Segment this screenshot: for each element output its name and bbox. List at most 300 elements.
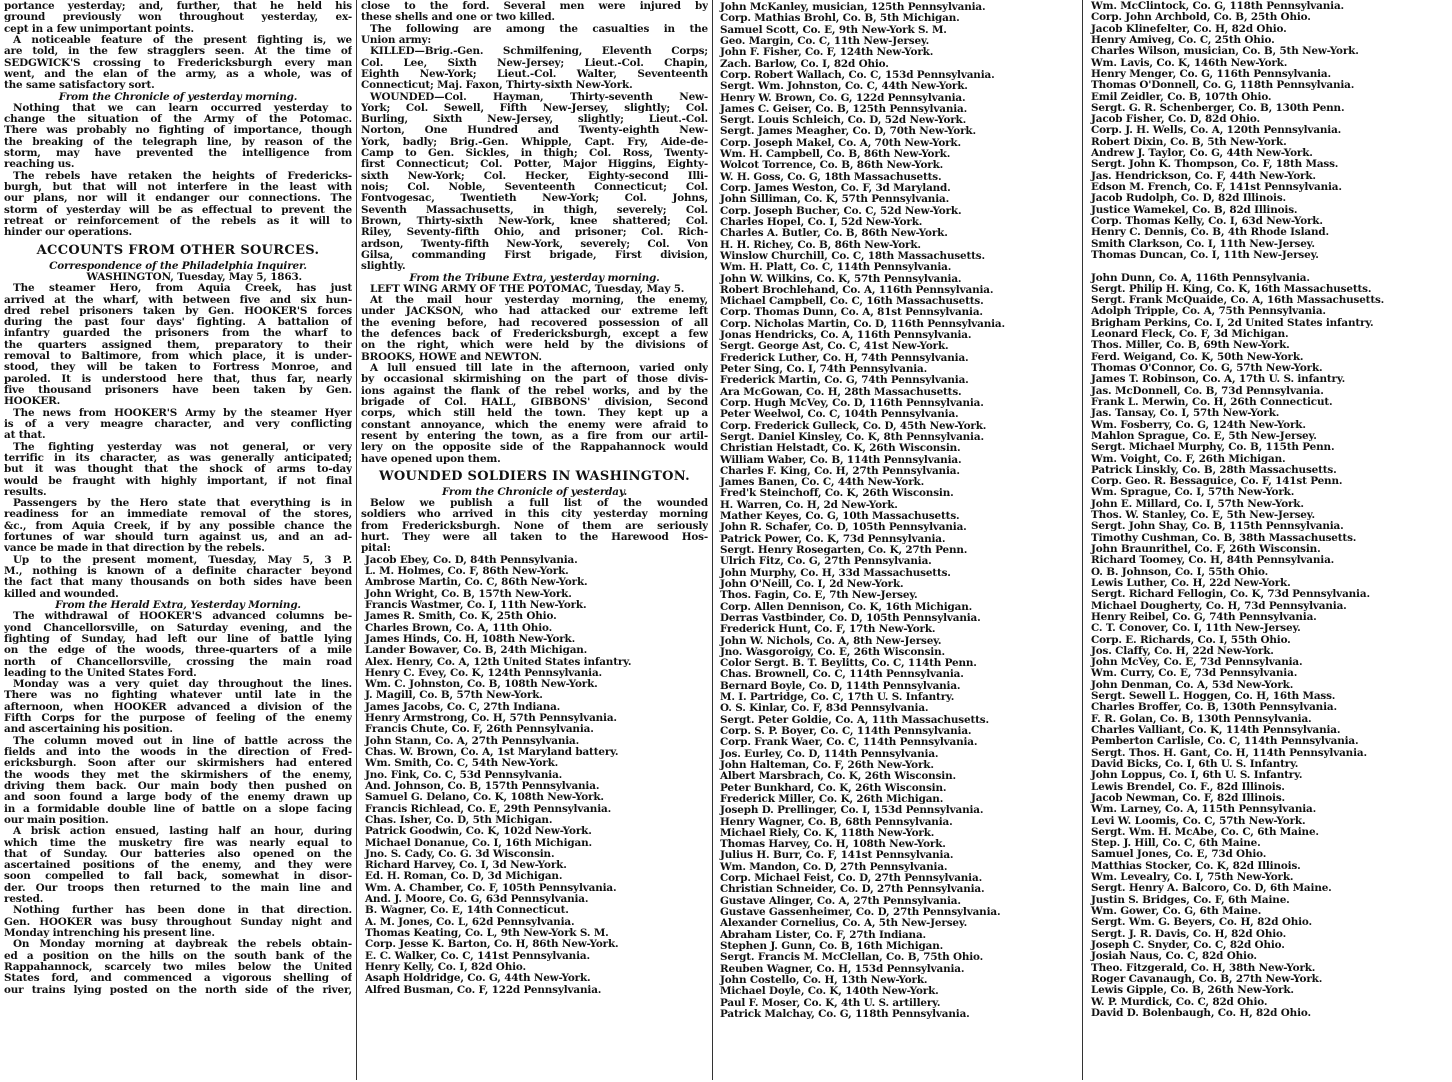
article-line: ericksburgh. Soon after our skirmishers had entered xyxy=(4,758,352,770)
wounded-soldier-entry: John W. Nichols, Co. A, 8th New-Jersey. xyxy=(720,635,942,647)
wounded-soldier-entry: Wm. Gower, Co. G, 6th Maine. xyxy=(1091,906,1262,917)
wounded-soldier-entry: Adolph Tripple, Co. A, 75th Pennsylvania. xyxy=(1091,306,1326,318)
article-line: KILLED—Brig.-Gen. Schmilfening, Eleventh Corps; xyxy=(370,46,708,58)
wounded-soldier-entry: Lewis Brendel, Co. F., 82d Illinois. xyxy=(1091,781,1285,793)
article-line: Rappahannock, scarcely two miles below the United xyxy=(4,961,352,973)
column-rule xyxy=(712,0,713,1080)
correspondence-subheading: Correspondence of the Philadelphia Inquirer. xyxy=(49,260,307,272)
wounded-soldier-entry: Jno. S. Cady, Co. G. 3d Wisconsin. xyxy=(365,848,555,860)
article-line: leading to the United States Ford. xyxy=(4,667,197,679)
article-line: fields and into the woods in the direction of Fred- xyxy=(4,747,352,758)
column-1-war-news xyxy=(4,1,352,1081)
wounded-soldier-entry: Justice Wamekel, Co. B, 82d Illinois. xyxy=(1091,204,1298,216)
article-line: the defences back of Fredericksburgh, except a few xyxy=(361,329,708,341)
wounded-soldier-entry: John R. Schafer, Co. D, 105th Pennsylvania. xyxy=(720,522,967,534)
wounded-soldier-entry: M. I. Partridge, Co. C, 17th U. S. Infantry. xyxy=(720,692,955,704)
wounded-soldier-entry: James T. Robinson, Co. A, 17th U. S. infantry. xyxy=(1091,374,1346,386)
wounded-soldier-entry: Charles F. King, Co. H, 27th Pennsylvania. xyxy=(720,465,960,477)
wounded-soldier-entry: Jno. Fink, Co. C, 53d Pennsylvania. xyxy=(365,769,563,781)
wounded-soldier-entry: Frederick Hunt, Co. F, 17th New-York. xyxy=(720,624,936,636)
wounded-soldier-entry: Wm. C. Johnston, Co. B, 108th New-York. xyxy=(365,679,598,691)
article-line: at that. xyxy=(4,430,46,442)
wounded-soldier-entry: Thomas Keating, Co. L, 9th New-York S. M. xyxy=(365,928,609,939)
article-line: fighting of Sunday, had left our line of battle lying xyxy=(4,633,352,645)
article-line: There was no fighting whatever until late in the xyxy=(4,690,352,702)
wounded-soldier-entry: Joseph D. Prellinger, Co. I, 153d Pennsylvania. xyxy=(720,805,984,817)
wounded-soldier-entry: Corp. S. P. Boyer, Co. C, 114th Pennsylvania. xyxy=(720,726,972,737)
wounded-soldier-entry: Pemberton Carlisle, Co. C, 114th Pennsylvania. xyxy=(1091,736,1359,748)
wounded-soldier-entry: Corp. Joseph Bucher, Co. C, 52d New-York. xyxy=(720,205,962,217)
wounded-soldier-entry: Ara McGowan, Co. H, 28th Massachusetts. xyxy=(720,386,962,398)
wounded-soldier-entry: Francis Richlead, Co. E, 29th Pennsylvania. xyxy=(365,803,612,815)
wounded-soldier-entry: Sergt. John K. Thompson, Co. F, 18th Mass. xyxy=(1091,159,1339,171)
wounded-soldier-entry: Jacob Fisher, Co. D, 82d Ohio. xyxy=(1091,114,1260,126)
article-line: Col. Lee, Sixth New-Jersey; Lieut.-Col. Chapin, xyxy=(361,57,708,69)
wounded-soldier-entry: Corp. Thomas Kelly, Co. I, 63d New-York. xyxy=(1091,215,1323,227)
wounded-soldier-entry: And. J. Moore, Co. G, 63d Pennsylvania. xyxy=(365,894,589,906)
wounded-soldier-entry: Wm. Levealry, Co. I, 75th New-York. xyxy=(1091,872,1294,884)
wounded-soldier-entry: Sergt. Henry Rosegarten, Co. K, 27th Penn. xyxy=(720,545,968,556)
wounded-soldier-entry: Jonas Hendricks, Co. A, 116th Pennsylvania. xyxy=(720,330,972,342)
article-line: pital: xyxy=(361,543,391,555)
wounded-soldier-entry: John E. Millard, Co. I, 57th New-York. xyxy=(1091,498,1304,510)
article-line: which time the musketry fire was nearly equal to xyxy=(4,837,352,849)
wounded-soldier-entry: Justin S. Bridges, Co. F, 6th Maine. xyxy=(1091,894,1290,906)
wounded-soldier-entry: Thomas O'Donnell, Co. G, 118th Pennsylvania. xyxy=(1091,80,1355,92)
article-line: Gen. HOOKER was busy throughout Sunday night and xyxy=(4,916,352,928)
section-gap xyxy=(1087,261,1449,272)
wounded-soldier-entry: Charles Brown, Co. A, 11th Ohio. xyxy=(365,622,553,634)
wounded-soldier-entry: John Murphy, Co. H, 33d Massachusetts. xyxy=(720,567,951,579)
article-line: ed a position on the hills on the south bank of the xyxy=(4,950,352,962)
wounded-soldier-entry: Patrick Malchay, Co. G, 118th Pennsylvania. xyxy=(720,1008,970,1020)
article-line: WOUNDED—Col. Hayman, Thirty-seventh New- xyxy=(370,91,708,103)
article-line: is of a very meagre character, and very conflicting xyxy=(4,418,352,430)
wounded-soldier-entry: Corp. E. Richards, Co. I, 55th Ohio. xyxy=(1091,634,1291,646)
article-line: The following are among the casualties in the xyxy=(370,23,708,35)
article-line: but it was thought that the shock of arms to-day xyxy=(4,464,352,476)
article-line: Below we publish a full list of the wounded xyxy=(370,498,708,510)
wounded-soldier-entry: Sergt. Francis M. McClellan, Co. B, 75th Ohio. xyxy=(720,952,984,964)
article-line: paroled. It is understood here that, thus far, nearly xyxy=(4,373,352,385)
wounded-soldier-entry: John W. Wilkins, Co. K, 57th Pennsylvania. xyxy=(720,273,962,285)
wounded-soldier-entry: Michael Donanue, Co. I, 16th Michigan. xyxy=(365,837,592,849)
wounded-soldier-entry: Wolcot Torrence, Co. B, 86th New-York. xyxy=(720,160,944,172)
wounded-soldier-entry: Jacob Ebey, Co. D, 84th Pennsylvania. xyxy=(365,554,578,566)
wounded-soldier-entry: Sergt. Michael Murphy, Co. B, 115th Penn. xyxy=(1091,442,1335,454)
wounded-soldier-entry: Fred'k Steinchoff, Co. K, 26th Wisconsin. xyxy=(720,488,954,500)
wounded-soldier-entry: Sergt. George Ast, Co. C, 41st New-York. xyxy=(720,341,949,353)
wounded-soldier-entry: Henry Wagner, Co. B, 68th Pennsylvania. xyxy=(720,816,953,828)
wounded-soldier-entry: Wm. A. Chamber, Co. F, 105th Pennsylvania. xyxy=(365,882,617,894)
wounded-soldier-entry: James C. Geiser, Co. B, 125th Pennsylvania. xyxy=(720,103,968,115)
wounded-soldier-entry: Sergt. Philip H. King, Co. K, 16th Massachusetts. xyxy=(1091,283,1372,295)
article-line: resent by entering the town, as a fire from our artil- xyxy=(361,430,708,442)
wounded-soldier-entry: Charles Valliant, Co. K, 114th Pennsylvania. xyxy=(1091,725,1341,736)
wounded-soldier-entry: Henry Reibel, Co. G, 74th Pennsylvania. xyxy=(1091,611,1317,623)
wounded-soldier-entry: Jacob Rudolph, Co. D, 82d Illinois. xyxy=(1091,193,1286,205)
source-subheading: From the Chronicle of yesterday. xyxy=(441,486,628,498)
article-line: on the edge of the woods, three-quarters of a mile xyxy=(4,645,352,657)
article-line: A noticeable feature of the present fighting is, we xyxy=(13,34,352,46)
article-line: would be fraught with highly important, if not final xyxy=(4,475,352,487)
article-line: on the right, which were held by the divisions of xyxy=(361,340,708,352)
wounded-soldier-entry: Andrew J. Taylor, Co. G, 44th New-York. xyxy=(1091,148,1313,160)
article-line: stood, they will be taken to Fortress Monroe, and xyxy=(4,362,352,374)
wounded-soldier-entry: Patrick Goodwin, Co. K, 102d New-York. xyxy=(365,826,592,838)
article-line: from Fredericksburgh. None of them are seriously xyxy=(361,520,708,532)
wounded-soldier-entry: Patrick Power, Co. K, 73d Pennsylvania. xyxy=(720,533,946,545)
article-line: nois; Col. Noble, Seventeenth Connecticut; Col. xyxy=(361,182,708,193)
article-line: Gilsa, commanding First brigade, First division, xyxy=(361,249,708,261)
wounded-soldier-entry: H. H. Richey, Co. B, 86th New-York. xyxy=(720,239,921,251)
article-line: results. xyxy=(4,486,47,498)
article-line: dred rebel prisoners taken by Gen. HOOKER'S forces xyxy=(4,305,352,317)
wounded-soldier-entry: Alex. Henry, Co. A, 12th United States infantry. xyxy=(365,656,632,668)
wounded-soldier-entry: Thomas Duncan, Co. I, 11th New-Jersey. xyxy=(1091,249,1319,261)
article-line: soon compelled to fall back, somewhat in disor- xyxy=(4,871,352,883)
article-line: the same satisfactory sort. xyxy=(4,80,155,92)
article-line: Passengers by the Hero state that everything is in xyxy=(13,498,352,510)
wounded-soldier-entry: Emil Zeidler, Co. B, 107th Ohio. xyxy=(1091,91,1272,103)
wounded-soldier-entry: Leonard Fleck, Co. F, 3d Michigan. xyxy=(1091,329,1289,341)
wounded-soldier-entry: Alfred Busman, Co. F, 122d Pennsylvania. xyxy=(365,984,602,996)
wounded-soldier-entry: Wm. H. Platt, Co. C, 114th Pennsylvania. xyxy=(720,262,952,274)
wounded-soldier-entry: Samuel Scott, Co. E, 9th New-York S. M. xyxy=(720,24,947,36)
wounded-soldier-entry: David D. Bolenbaugh, Co. H, 82d Ohio. xyxy=(1091,1007,1311,1019)
wounded-soldier-entry: Michael Doyle, Co. K, 140th New-York. xyxy=(720,986,939,998)
wounded-soldier-entry: Julius H. Burr, Co. F, 141st Pennsylvania. xyxy=(720,850,954,862)
wounded-soldier-entry: Ed. H. Roman, Co. D, 3d Michigan. xyxy=(365,871,563,883)
article-line: The withdrawal of HOOKER'S advanced columns be- xyxy=(13,611,352,623)
article-line: On Monday morning at daybreak the rebels obtain- xyxy=(13,939,352,951)
wounded-soldier-entry: Lewis Gipple, Co. B, 26th New-York. xyxy=(1091,985,1294,997)
article-line: soldiers who arrived in this city yesterday morning xyxy=(361,509,708,521)
article-line: change the situation of the Army of the Potomac. xyxy=(4,114,352,126)
wounded-soldier-entry: Corp. Mathias Brohl, Co. B, 5th Michigan. xyxy=(720,13,960,25)
wounded-soldier-entry: Matthias Stocker, Co. K, 82d Illinois. xyxy=(1091,860,1301,872)
article-line: SEDGWICK'S crossing to Fredericksburgh every man xyxy=(4,57,352,69)
article-line: Burling, Sixth New-Jersey, slightly; Lieut.-Col. xyxy=(361,114,708,126)
wounded-soldier-entry: John Silliman, Co. K, 57th Pennsylvania. xyxy=(720,194,950,206)
wounded-soldier-entry: Wm. McClintock, Co. G, 118th Pennsylvania. xyxy=(1091,1,1344,12)
article-line: der. Our troops then returned to the main line and xyxy=(4,882,352,894)
wounded-soldier-entry: Sergt. Richard Fellogin, Co. K, 73d Pennsylvania. xyxy=(1091,589,1370,601)
wounded-soldier-entry: Michael Riely, Co. K, 118th New-York. xyxy=(720,827,935,839)
article-line: these shells and one or two killed. xyxy=(361,12,555,24)
wounded-soldier-entry: Henry C. Dennis, Co. B, 4th Rhode Island. xyxy=(1091,227,1329,239)
wounded-soldier-entry: Sergt. Henry A. Balcoro, Co. D, 6th Maine. xyxy=(1091,883,1332,895)
article-line: Eighth New-York; Lieut.-Col. Walter, Seventeenth xyxy=(361,68,708,80)
wounded-soldier-entry: Paul F. Moser, Co. K, 4th U. S. artillery. xyxy=(720,997,941,1009)
wounded-soldier-entry: Wm. Curry, Co. E, 73d Pennsylvania. xyxy=(1091,668,1298,680)
article-line: storm of yesterday will be as effectual to prevent the xyxy=(4,204,352,216)
article-line: The fighting yesterday was not general, or very xyxy=(13,441,352,453)
wounded-soldier-entry: W. P. Murdick, Co. C, 82d Ohio. xyxy=(1091,996,1268,1008)
article-line: Nothing that we can learn occurred yesterday to xyxy=(13,102,352,114)
wounded-soldier-entry: L. M. Holmes, Co. F, 86th New-York. xyxy=(365,566,569,577)
wounded-soldier-entry: Sergt. G. R. Schenberger, Co. B, 130th Penn. xyxy=(1091,102,1345,114)
article-line: and ascertaining his position. xyxy=(4,724,173,736)
wounded-soldier-entry: Wm. Sprague, Co. I, 57th New-York. xyxy=(1091,487,1295,499)
wounded-soldier-entry: Frederick Luther, Co. H, 74th Pennsylvania. xyxy=(720,352,969,364)
wounded-soldier-entry: Henry C. Evey, Co. K, 124th Pennsylvania. xyxy=(365,667,603,679)
wounded-soldier-entry: Stephen J. Gunn, Co. B, 16th Michigan. xyxy=(720,940,944,952)
wounded-soldier-entry: Henry Menger, Co. G, 116th Pennsylvania. xyxy=(1091,68,1331,80)
wounded-soldier-entry: Winslow Churchill, Co. C, 18th Massachusetts. xyxy=(720,250,985,262)
article-line: Brown, Thirty-sixth New-York, knee shattered; Col. xyxy=(361,215,708,227)
wounded-soldier-entry: Charles Hopel, Co. I, 52d New-York. xyxy=(720,216,923,228)
article-line: reaching us. xyxy=(4,159,75,171)
wounded-soldier-entry: Henry W. Brown, Co. G, 122d Pennsylvania. xyxy=(720,92,966,104)
wounded-soldier-entry: Robert Dixin, Co. B, 5th New-York. xyxy=(1091,136,1287,148)
article-line: slightly. xyxy=(361,261,406,273)
article-line: ions against the flank of the rebel works, and by the xyxy=(361,385,708,397)
wounded-soldier-entry: Corp. James Weston, Co. F, 3d Maryland. xyxy=(720,183,951,194)
article-line: A lull ensued till late in the afternoon, varied only xyxy=(370,363,708,374)
wounded-soldier-entry: F. R. Golan, Co. B, 130th Pennsylvania. xyxy=(1091,713,1312,725)
wounded-soldier-entry: Jos. Claffy, Co. H, 22d New-York. xyxy=(1091,645,1274,657)
wounded-soldier-entry: Joseph C. Snyder, Co. C, 82d Ohio. xyxy=(1091,939,1285,951)
wounded-soldier-entry: John Halteman, Co. F, 26th New-York. xyxy=(720,759,934,771)
wounded-soldier-entry: Smith Clarkson, Co. I, 11th New-Jersey. xyxy=(1091,238,1315,250)
article-line: vance be made in that direction by the rebels. xyxy=(4,543,265,555)
column-2-casualties xyxy=(361,1,708,1081)
article-line: The rebels have retaken the heights of Fredericks- xyxy=(13,170,352,182)
wounded-soldier-entry: Thos. Fagin, Co. E, 7th New-Jersey. xyxy=(720,590,918,602)
article-line: our plans, nor will it endanger our connections. The xyxy=(4,193,352,205)
wounded-soldier-entry: O. S. Kinlar, Co. F, 83d Pennsylvania. xyxy=(720,703,929,715)
wounded-soldier-entry: C. T. Conover, Co. I, 11th New-Jersey. xyxy=(1091,623,1301,635)
wounded-soldier-entry: W. H. Goss, Co. G, 18th Massachusetts. xyxy=(720,171,942,183)
wounded-soldier-entry: Gustave Alinger, Co. A, 27th Pennsylvania. xyxy=(720,895,961,907)
article-line: afternoon, when HOOKER advanced a division of the xyxy=(4,701,352,713)
wounded-soldier-entry: John Braunrithel, Co. F, 26th Wisconsin. xyxy=(1091,544,1321,555)
wounded-soldier-entry: O. B. Johnson, Co. I, 55th Ohio. xyxy=(1091,566,1269,578)
article-line: At the mail hour yesterday morning, the enemy, xyxy=(370,295,708,307)
article-line: Fifth Corps for the purpose of feeling of the enemy xyxy=(4,713,352,725)
article-line: Monday intrenching his present line. xyxy=(4,928,215,939)
article-line: that of Sunday. Our batteries also opened on the xyxy=(4,848,352,860)
wounded-soldier-entry: William Waber, Co. B, 114th Pennsylvania. xyxy=(720,454,962,466)
source-subheading: From the Herald Extra, Yesterday Morning. xyxy=(55,599,301,611)
wounded-soldier-entry: Corp. Thomas Dunn, Co. A, 81st Pennsylvania. xyxy=(720,307,983,319)
column-4-wounded-list xyxy=(1087,1,1449,1081)
wounded-soldier-entry: James Hinds, Co. H, 108th New-York. xyxy=(365,633,576,645)
article-line: during the past four days' fighting. A battalion of xyxy=(4,317,352,329)
dateline: WASHINGTON, Tuesday, May 5, 1863. xyxy=(86,271,302,283)
article-line: Fontvogesac, Twentieth New-York; Col. Johns, xyxy=(361,193,708,205)
wounded-soldier-entry: Josiah Naus, Co. C, 82d Ohio. xyxy=(1091,951,1257,963)
article-line: Camp to Gen. Sickles, in thigh; Col. Ross, Twenty- xyxy=(361,148,708,160)
article-line: The news from HOOKER'S Army by the steamer Hyer xyxy=(13,407,352,419)
article-line: close to the ford. Several men were injured by xyxy=(361,1,708,12)
wounded-soldier-entry: Theo. Fitzgerald, Co. H, 38th New-York. xyxy=(1091,962,1316,974)
article-line: the breaking of the telegraph line, by reason of the xyxy=(4,136,352,148)
wounded-soldier-entry: David Bicks, Co. I, 6th U. S. Infantry. xyxy=(1091,758,1299,770)
wounded-soldier-entry: Wm. Mandon, Co. D, 27th Pennsylvania. xyxy=(720,861,948,873)
column-3-wounded-list xyxy=(716,2,1078,1082)
wounded-soldier-entry: E. C. Walker, Co. C, 141st Pennsylvania. xyxy=(365,950,590,962)
wounded-soldier-entry: Corp. Allen Dennison, Co. K, 16th Michigan. xyxy=(720,601,973,613)
wounded-soldier-entry: John Wright, Co. B, 157th New-York. xyxy=(365,588,572,600)
article-line: Monday was a very quiet day throughout the lines. xyxy=(13,679,352,691)
wounded-soldier-entry: John O'Neill, Co. I, 2d New-York. xyxy=(720,578,904,590)
wounded-soldier-entry: Gustave Gassenheimer, Co. D, 27th Pennsylvania. xyxy=(720,907,1001,918)
wounded-soldier-entry: Corp. Hugh McVey, Co. D, 116th Pennsylvania. xyxy=(720,397,984,409)
wounded-soldier-entry: And. Johnson, Co. B, 157th Pennsylvania. xyxy=(365,780,600,792)
article-line: under JACKSON, who had attacked our extreme left xyxy=(361,306,708,318)
wounded-soldier-entry: John Denman, Co. A, 53d New-York. xyxy=(1091,679,1294,691)
wounded-soldier-entry: Sergt. Frank McQuaide, Co. A, 16th Massachusetts. xyxy=(1091,295,1385,307)
wounded-soldier-entry: Sergt. Thos. H. Gant, Co. H, 114th Pennsylvania. xyxy=(1091,747,1367,759)
wounded-soldier-entry: Roger Cavanaugh, Co. B, 27th New-York. xyxy=(1091,973,1323,985)
article-line: are told, in the few stragglers seen. At the time of xyxy=(4,46,352,58)
article-line: lery on the opposite side of the Rappahannock would xyxy=(361,442,708,454)
article-line: infantry guarded the prisoners from the wharf to xyxy=(4,328,352,340)
wounded-soldier-entry: Derras Vastbinder, Co. D, 105th Pennsylvania. xyxy=(720,612,981,624)
wounded-soldier-entry: Corp. Joseph Makel, Co. A, 70th New-York. xyxy=(720,137,961,149)
wounded-soldier-entry: Chas. Brownell, Co. C, 114th Pennsylvania. xyxy=(720,669,964,681)
wounded-soldier-entry: Albert Marsbrach, Co. K, 26th Wisconsin. xyxy=(720,771,956,783)
wounded-soldier-entry: Sergt. Wm. Johnston, Co. C, 44th New-York. xyxy=(720,81,968,93)
wounded-soldier-entry: Corp. Jesse K. Barton, Co. H, 86th New-York. xyxy=(365,939,619,951)
article-line: hinder our operations. xyxy=(4,227,133,239)
section-heading: ACCOUNTS FROM OTHER SOURCES. xyxy=(36,242,320,258)
wounded-soldier-entry: Corp. Michael Feist, Co. D, 27th Pennsylvania. xyxy=(720,873,983,885)
wounded-soldier-entry: Step. J. Hill, Co. C, 6th Maine. xyxy=(1091,838,1261,850)
wounded-soldier-entry: Geo. Margin, Co. C, 11th New-Jersey. xyxy=(720,35,930,47)
wounded-soldier-entry: Charles Wilson, musician, Co. B, 5th New-York. xyxy=(1091,46,1359,58)
article-line: readiness for an immediate removal of the stores, xyxy=(4,509,352,521)
wounded-soldier-entry: John Dunn, Co. A, 116th Pennsylvania. xyxy=(1091,272,1310,284)
article-line: Seventh Massachusetts, in thigh, severely; Col. xyxy=(361,204,708,216)
wounded-soldier-entry: Mather Keyes, Co. G, 10th Massachusetts. xyxy=(720,511,960,523)
wounded-soldier-entry: Jas. Tansay, Co. I, 57th New-York. xyxy=(1091,408,1280,420)
wounded-soldier-entry: Ferd. Weigand, Co. K, 50th New-York. xyxy=(1091,351,1304,363)
article-line: sixth New-York; Col. Hecker, Eighty-second Illi- xyxy=(361,170,708,182)
wounded-soldier-entry: Wm. Smith, Co. C, 54th New-York. xyxy=(365,758,559,770)
article-line: corps, which still held the town. They kept up a xyxy=(361,408,708,420)
article-line: Up to the present moment, Tuesday, May 5, 3 P. xyxy=(13,554,352,566)
wounded-soldier-entry: Samuel G. Delano, Co. K, 108th New-York. xyxy=(365,792,604,804)
wounded-soldier-entry: Edson M. French, Co. F, 141st Pennsylvania. xyxy=(1091,182,1342,193)
wounded-soldier-entry: Robert Brochlehand, Co. A, 116th Pennsylvania. xyxy=(720,284,994,296)
wounded-soldier-entry: J. Magill, Co. B, 57th New-York. xyxy=(365,690,543,702)
article-line: the evening before, had recovered possession of all xyxy=(361,317,708,329)
article-line: HOOKER. xyxy=(4,396,61,408)
wounded-soldier-entry: Sergt. J. R. Davis, Co. H, 82d Ohio. xyxy=(1091,928,1287,940)
article-line: retreat or reinforcement of the rebels as it will to xyxy=(4,215,352,227)
wounded-soldier-entry: Henry Kelly, Co. I, 82d Ohio. xyxy=(365,961,526,973)
wounded-soldier-entry: A. M. Jones, Co. L, 62d Pennsylvania. xyxy=(365,916,575,928)
wounded-soldier-entry: Reuben Wagner, Co. H, 153d Pennsylvania. xyxy=(720,963,965,975)
article-line: five thousand prisoners have been taken by Gen. xyxy=(4,385,352,396)
article-line: ground previously won throughout yesterday, ex- xyxy=(4,12,352,24)
wounded-soldier-entry: Charles A. Butler, Co. B, 86th New-York. xyxy=(720,228,948,240)
wounded-soldier-entry: Thomas O'Connor, Co. G, 57th New-York. xyxy=(1091,363,1323,374)
article-line: the woods they met the skirmishers of the enemy, xyxy=(4,769,352,781)
wounded-soldier-entry: Thos. W. Stanley, Co. E, 5th New-Jersey. xyxy=(1091,510,1315,522)
wounded-soldier-entry: Thos. Miller, Co. B, 69th New-York. xyxy=(1091,340,1290,352)
article-line: removal to Baltimore, from which place, it is under- xyxy=(4,351,352,363)
wounded-soldier-entry: John Loppus, Co. I, 6th U. S. Infantry. xyxy=(1091,770,1303,782)
article-line: and soon found a large body of the enemy drawn up xyxy=(4,792,352,804)
wounded-soldier-entry: John Costello, Co. H, 13th New-York. xyxy=(720,974,928,986)
wounded-soldier-entry: Corp. Geo. R. Bessaguice, Co. F, 141st Penn. xyxy=(1091,476,1343,488)
wounded-soldier-entry: Sergt. Wm. H. McAbe, Co. C, 6th Maine. xyxy=(1091,826,1319,838)
article-line: by occasional skirmishing on the part of those divis- xyxy=(361,374,708,386)
article-line: ardson, Twenty-fifth New-York, severely; Col. Von xyxy=(361,238,708,250)
wounded-soldier-entry: Lander Bowaver, Co. B, 24th Michigan. xyxy=(365,645,588,657)
article-line: our trains lying posted on the north side of the river, xyxy=(4,984,352,996)
wounded-soldier-entry: Corp. Frederick Gulleck, Co. D, 45th New-York. xyxy=(720,420,987,432)
article-line: constant annoyance, which the enemy were afraid to xyxy=(361,419,708,431)
wounded-soldier-entry: Sergt. James Meagher, Co. D, 70th New-York. xyxy=(720,126,976,138)
wounded-soldier-entry: John McKanley, musician, 125th Pennsylvania. xyxy=(720,2,986,13)
wounded-soldier-entry: Timothy Cushman, Co. B, 38th Massachusetts. xyxy=(1091,532,1357,544)
wounded-soldier-entry: Christian Helstadt, Co. K, 26th Wisconsin. xyxy=(720,443,961,455)
wounded-soldier-entry: Ulrich Fitz, Co. G, 27th Pennsylvania. xyxy=(720,556,932,568)
article-line: terrific in its character, as was generally anticipated; xyxy=(4,452,352,464)
wounded-soldier-entry: Wm. H. Campbell, Co. B, 86th New-York. xyxy=(720,149,951,161)
wounded-soldier-entry: Asaph Holdridge, Co. G, 44th New-York. xyxy=(365,973,591,985)
article-line: arrived at the wharf, with between five and six hun- xyxy=(4,294,352,306)
article-line: Norton, One Hundred and Twenty-eighth New- xyxy=(361,125,708,137)
section-heading: WOUNDED SOLDIERS IN WASHINGTON. xyxy=(379,468,690,484)
article-line: fortunes of war should turn against us, and an ad- xyxy=(4,532,352,544)
wounded-soldier-entry: Patrick Linskly, Co. B, 28th Massachusetts. xyxy=(1091,464,1337,476)
wounded-soldier-entry: Samuel Jones, Co. E, 73d Ohio. xyxy=(1091,849,1267,861)
wounded-soldier-entry: Sergt. Sewell L. Hoggen, Co. H, 16th Mass. xyxy=(1091,691,1336,703)
wounded-soldier-entry: H. Warren, Co. H, 2d New-York. xyxy=(720,499,898,511)
article-line: The column moved out in line of battle across the xyxy=(13,735,352,747)
article-line: There was probably no fighting of importance, though xyxy=(4,125,352,137)
wounded-soldier-entry: Peter Bunkhard, Co. K, 26th Wisconsin. xyxy=(720,782,947,794)
wounded-soldier-entry: Mahlon Sprague, Co. E, 5th New-Jersey. xyxy=(1091,430,1317,442)
article-line: The steamer Hero, from Aquia Creek, has just xyxy=(13,283,352,295)
article-line: the fact that many thousands on both sides have been xyxy=(4,577,352,589)
wounded-soldier-entry: Henry Armstrong, Co. H, 57th Pennsylvania. xyxy=(365,713,617,725)
wounded-soldier-entry: Henry Amiveg, Co. C, 25th Ohio. xyxy=(1091,34,1275,46)
wounded-soldier-entry: Wm. Voight, Co. F, 26th Michigan. xyxy=(1091,453,1286,465)
wounded-soldier-entry: Michael Campbell, Co. C, 16th Massachusetts. xyxy=(720,296,984,308)
article-line: burgh, but that will not interfere in the least with xyxy=(4,182,352,193)
article-line: M., nothing is known of a definite character beyond xyxy=(4,566,352,577)
wounded-soldier-entry: Corp. Frank Waer, Co. C, 114th Pennsylvania. xyxy=(720,737,978,749)
wounded-soldier-entry: Frederick Martin, Co. G, 74th Pennsylvania. xyxy=(720,375,969,387)
wounded-soldier-entry: Sergt. John Shay, Co. B, 115th Pennsylvania. xyxy=(1091,521,1344,533)
wounded-soldier-entry: Francis Wastmer, Co. I, 11th New-York. xyxy=(365,599,587,611)
column-rule xyxy=(1082,0,1083,1080)
article-line: Nothing further has been done in that direction. xyxy=(13,905,352,917)
wounded-soldier-entry: Thomas Harvey, Co. H, 108th New-York. xyxy=(720,839,946,851)
wounded-soldier-entry: Francis Chute, Co. F, 26th Pennsylvania. xyxy=(365,724,594,736)
article-line: have opened upon them. xyxy=(361,453,501,465)
wounded-soldier-entry: Sergt. Wm. G. Beyers, Co. H, 82d Ohio. xyxy=(1091,917,1312,929)
wounded-soldier-entry: Bernard Boyle, Co. D, 114th Pennsylvania. xyxy=(720,680,961,692)
article-line: &c., from Aquia Creek, if by any possible chance the xyxy=(4,520,352,532)
wounded-soldier-entry: Jas. Hendrickson, Co. F, 44th New-York. xyxy=(1091,170,1316,182)
wounded-soldier-entry: Lewis Luther, Co. H, 22d New-York. xyxy=(1091,577,1291,589)
wounded-soldier-entry: Sergt. Peter Goldie, Co. A, 11th Massachusetts. xyxy=(720,714,989,726)
wounded-soldier-entry: Frank L. Merwin, Co. H, 26th Connecticut. xyxy=(1091,396,1333,408)
article-line: cept in a few unimportant points. xyxy=(4,23,194,35)
wounded-soldier-entry: Wm. Lavis, Co. K, 146th New-York. xyxy=(1091,57,1288,69)
wounded-soldier-entry: Zach. Barlow, Co. I, 82d Ohio. xyxy=(720,58,889,70)
article-line: driving them back. Our main body then pushed on xyxy=(4,780,352,792)
wounded-soldier-entry: Jacob Klinefelter, Co. H, 82d Ohio. xyxy=(1091,23,1287,35)
